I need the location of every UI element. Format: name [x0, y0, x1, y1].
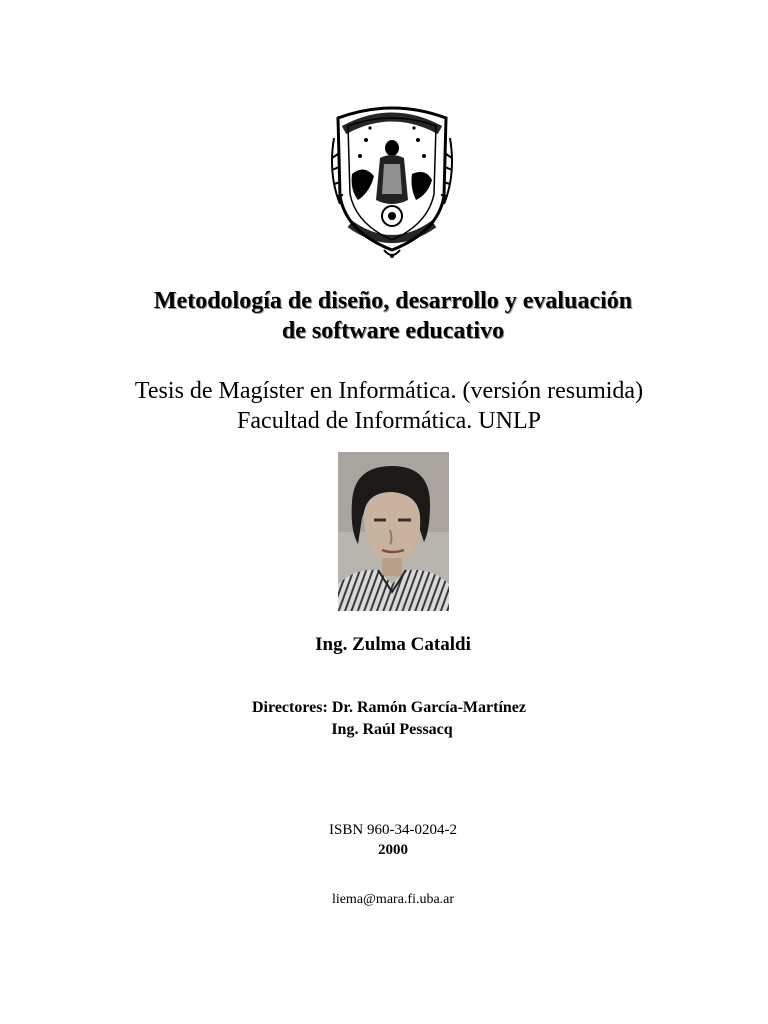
- publication-year: 2000: [378, 842, 408, 858]
- author-name: Ing. Zulma Cataldi: [315, 634, 471, 655]
- title-line-2: de software educativo: [281, 318, 505, 344]
- isbn-number: ISBN 960-34-0204-2: [329, 822, 457, 838]
- author-photo: [338, 452, 449, 611]
- subtitle-line-1: Tesis de Magíster en Informática. (versión resumida): [134, 378, 644, 404]
- directors-line-2: Ing. Raúl Pessacq: [331, 721, 453, 738]
- contact-email: liema@mara.fi.uba.ar: [331, 892, 455, 907]
- document-title: [0, 286, 768, 346]
- university-seal-logo: [330, 104, 454, 260]
- title-line-1: Metodología de diseño, desarrollo y evaluación: [153, 288, 633, 314]
- directors-line-1: Directores: Dr. Ramón García-Martínez: [252, 699, 526, 716]
- document-subtitle: [0, 376, 768, 436]
- directors-block: [0, 697, 768, 741]
- subtitle-line-2: Facultad de Informática. UNLP: [237, 408, 541, 434]
